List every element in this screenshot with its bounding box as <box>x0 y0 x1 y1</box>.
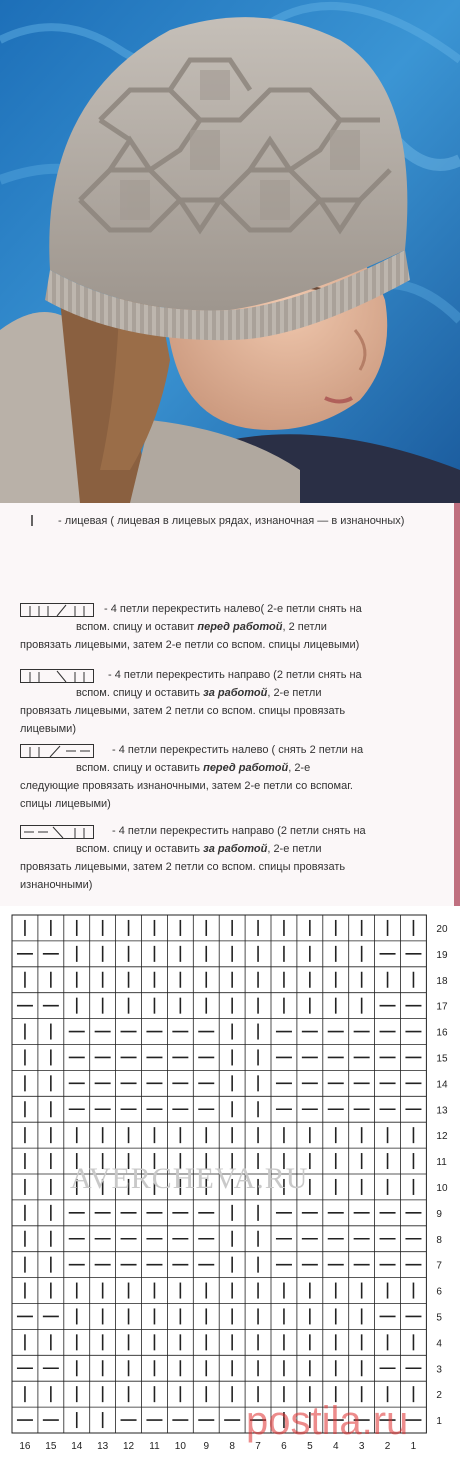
legend-c4f-knit-line3: провязать лицевыми, затем 2-е петли со вспом. спицы лицевыми) <box>20 639 360 651</box>
column-number-label: 3 <box>358 1441 365 1452</box>
row-number-label: 20 <box>436 923 448 935</box>
legend-side-bar <box>454 503 460 906</box>
legend-c4b-purl-line3: провязать лицевыми, затем 2 петли со вспом. спицы провязать <box>20 861 346 873</box>
row-number-label: 13 <box>436 1105 448 1117</box>
row-number-label: 8 <box>436 1234 442 1246</box>
legend-c4b-knit-line4: лицевыми) <box>20 723 76 735</box>
hat-photo <box>0 0 460 503</box>
column-number-label: 6 <box>281 1441 287 1452</box>
legend-c4f-purl-line1: - 4 петли перекрестить налево ( снять 2 петли на <box>112 744 364 756</box>
knitting-chart-grid <box>0 906 460 1461</box>
row-number-label: 12 <box>436 1131 448 1143</box>
row-number-label: 16 <box>436 1027 448 1039</box>
legend-c4f-purl-line3: следующие провязать изнаночными, затем 2-е петли со вспомаг. <box>20 780 353 792</box>
legend-c4b-purl-line1: - 4 петли перекрестить направо (2 петли снять на <box>112 825 366 837</box>
column-number-label: 4 <box>332 1441 339 1452</box>
column-number-label: 8 <box>229 1441 235 1452</box>
column-number-label: 5 <box>307 1441 313 1452</box>
row-number-label: 2 <box>436 1390 442 1402</box>
cable-left-knit-symbol-icon <box>20 603 94 617</box>
row-number-label: 19 <box>436 949 448 961</box>
column-number-label: 14 <box>71 1441 83 1452</box>
cable-right-knit-symbol-icon <box>20 669 94 683</box>
column-number-label: 7 <box>255 1441 261 1452</box>
row-number-label: 3 <box>436 1364 442 1376</box>
postila-watermark: postila.ru <box>246 1399 409 1443</box>
row-number-label: 17 <box>436 1001 448 1013</box>
legend-panel <box>0 503 460 906</box>
knitting-chart <box>0 906 460 1461</box>
legend-c4b-knit-line3: провязать лицевыми, затем 2 петли со вспом. спицы провязать <box>20 705 346 717</box>
row-number-label: 4 <box>436 1338 442 1350</box>
column-number-label: 15 <box>45 1441 57 1452</box>
column-number-label: 12 <box>122 1441 135 1452</box>
row-number-label: 18 <box>436 975 448 987</box>
row-number-label: 14 <box>436 1079 448 1091</box>
cable-right-purl-symbol-icon <box>20 825 94 839</box>
row-number-label: 15 <box>436 1053 448 1065</box>
row-number-label: 6 <box>436 1286 442 1298</box>
row-number-label: 1 <box>436 1416 442 1428</box>
legend-c4f-purl-line4: спицы лицевыми) <box>20 798 111 810</box>
legend-c4b-knit-line1: - 4 петли перекрестить направо (2 петли снять на <box>108 669 362 681</box>
column-number-label: 13 <box>97 1441 109 1452</box>
legend-c4b-knit-line2: вспом. спицу и оставить за работой, 2-е петли <box>76 687 322 699</box>
row-number-label: 9 <box>436 1208 442 1220</box>
row-number-label: 11 <box>436 1157 447 1169</box>
column-number-label: 2 <box>384 1441 391 1452</box>
legend-c4f-knit-line1: - 4 петли перекрестить налево( 2-е петли снять на <box>104 603 362 615</box>
legend-c4f-knit-line2: вспом. спицу и оставит перед работой, 2 петли <box>76 621 327 633</box>
row-number-label: 10 <box>436 1182 448 1194</box>
column-number-label: 16 <box>19 1441 31 1452</box>
column-number-label: 10 <box>174 1441 186 1452</box>
column-number-label: 1 <box>410 1441 417 1452</box>
hat-photo-illustration <box>0 0 460 503</box>
legend-c4b-purl-line4: изнаночными) <box>20 879 93 891</box>
row-number-label: 7 <box>436 1260 442 1272</box>
averceva-watermark: AVERCHEVA.RU <box>70 1162 309 1195</box>
knit-symbol-icon <box>28 513 40 527</box>
legend-knit-text: - лицевая ( лицевая в лицевых рядах, изнаночная — в изнаночных) <box>58 515 405 527</box>
row-number-label: 5 <box>436 1312 442 1324</box>
cable-left-purl-symbol-icon <box>20 744 94 758</box>
column-number-label: 11 <box>149 1441 160 1452</box>
legend-c4b-purl-line2: вспом. спицу и оставить за работой, 2-е петли <box>76 843 322 855</box>
column-number-label: 9 <box>203 1441 210 1452</box>
legend-c4f-purl-line2: вспом. спицу и оставить перед работой, 2-е <box>76 762 311 774</box>
